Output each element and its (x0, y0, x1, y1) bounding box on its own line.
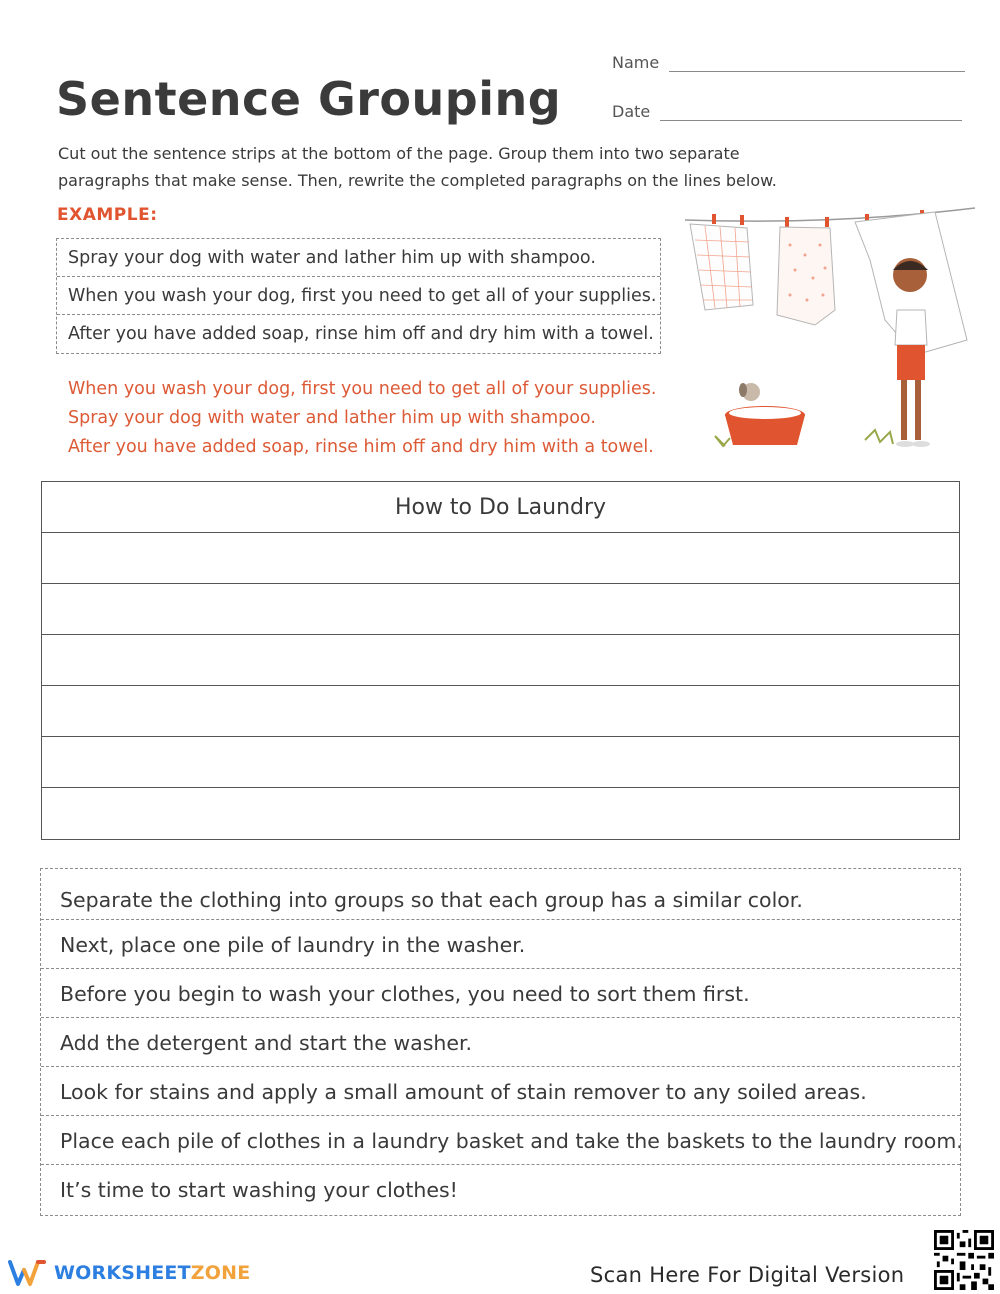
worksheetzone-logo[interactable] (8, 1258, 250, 1288)
brand-name (54, 1262, 250, 1284)
date-field[interactable] (612, 102, 962, 121)
brand-part1: WORKSHEET (54, 1262, 191, 1284)
sentence-strip[interactable]: Next, place one pile of laundry in the washer. (41, 920, 960, 969)
writing-line[interactable] (42, 533, 959, 584)
name-label: Name (612, 53, 660, 72)
sentence-strips (40, 868, 961, 1216)
writing-heading: How to Do Laundry (42, 482, 959, 533)
sentence-strip[interactable]: Place each pile of clothes in a laundry basket and take the baskets to the laundry room. (41, 1116, 960, 1165)
name-field[interactable] (612, 53, 965, 72)
writing-line[interactable] (42, 737, 959, 788)
example-strips (56, 238, 661, 354)
writing-line[interactable] (42, 584, 959, 635)
scan-text: Scan Here For Digital Version (590, 1263, 905, 1287)
writing-line[interactable] (42, 686, 959, 737)
instructions: Cut out the sentence strips at the bottom of the page. Group them into two separate paragraphs that make sense. Then, rewrite the completed paragraphs on the lines below. (58, 144, 777, 190)
writing-line[interactable] (42, 788, 959, 839)
name-line[interactable] (669, 58, 965, 72)
date-label: Date (612, 102, 651, 121)
example-answer-line: After you have added soap, rinse him off and dry him with a towel. (68, 437, 654, 457)
example-strip: When you wash your dog, first you need to get all of your supplies. (57, 277, 660, 315)
laundry-illustration (685, 200, 975, 465)
writing-line[interactable] (42, 635, 959, 686)
sentence-strip[interactable]: Before you begin to wash your clothes, you need to sort them first. (41, 969, 960, 1018)
sentence-strip[interactable]: Separate the clothing into groups so that each group has a similar color. (41, 869, 960, 920)
sentence-strip[interactable]: It’s time to start washing your clothes! (60, 1178, 458, 1202)
example-label: EXAMPLE: (57, 205, 158, 225)
sentence-strip[interactable]: Add the detergent and start the washer. (41, 1018, 960, 1067)
brand-part2: ZONE (190, 1262, 251, 1284)
worksheetzone-logo-icon (8, 1258, 48, 1288)
page-title: Sentence Grouping (56, 72, 562, 126)
example-strip: After you have added soap, rinse him off and dry him with a towel. (68, 324, 654, 344)
date-line[interactable] (660, 107, 962, 121)
qr-code-icon[interactable] (934, 1230, 994, 1290)
example-strip: Spray your dog with water and lather him up with shampoo. (57, 239, 660, 277)
example-answer-line: When you wash your dog, first you need to get all of your supplies. (68, 379, 657, 399)
example-answer (68, 375, 656, 462)
example-answer-line: Spray your dog with water and lather him up with shampoo. (68, 408, 596, 428)
writing-area (41, 481, 960, 840)
sentence-strip[interactable]: Look for stains and apply a small amount of stain remover to any soiled areas. (41, 1067, 960, 1116)
